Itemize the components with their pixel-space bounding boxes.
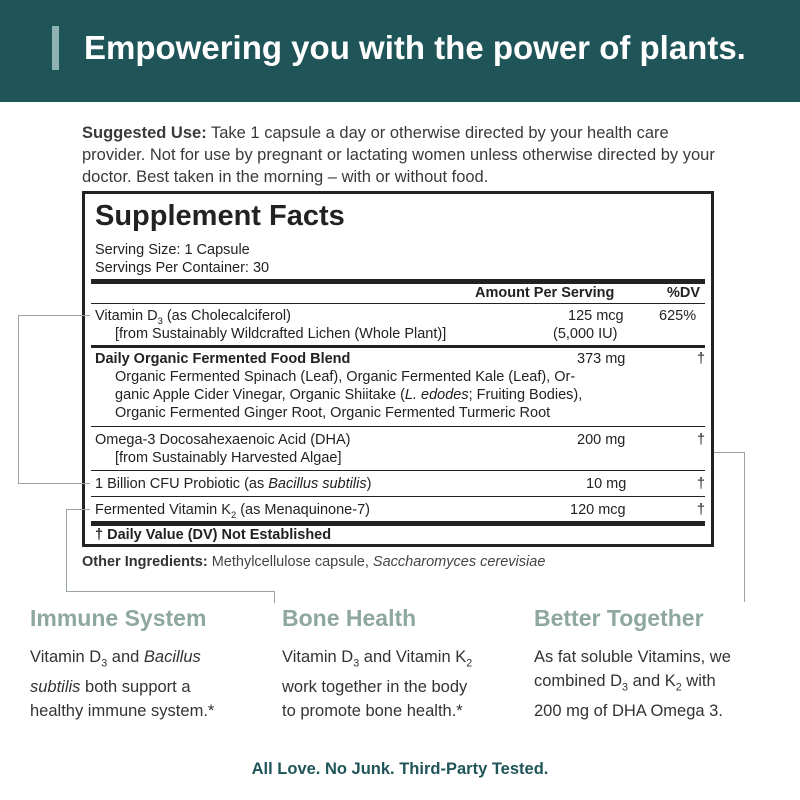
together-t2: combined D: [534, 672, 623, 690]
connector-right-vertical: [744, 452, 745, 602]
bone-t1sub: 3: [353, 657, 360, 670]
bone-t4: to promote bone health.*: [282, 702, 463, 721]
banner-title: Empowering you with the power of plants.: [84, 29, 746, 66]
supplement-facts-panel: [82, 191, 714, 547]
together-t1: As fat soluble Vitamins, we: [534, 648, 731, 666]
header-amount: Amount Per Serving: [475, 285, 615, 301]
vitd-amount-iu: (5,000 IU): [553, 326, 618, 342]
blend-line2: [115, 386, 582, 404]
vitk-dv: †: [697, 502, 706, 518]
probiotic-name-post: ): [366, 476, 372, 492]
vitd-name-post: (as Cholecalciferol): [162, 308, 291, 324]
header-banner: [0, 0, 800, 102]
probiotic-dv: †: [697, 476, 706, 492]
dha-amount: 200 mg: [577, 432, 626, 448]
blend-dv: †: [697, 351, 706, 367]
banner-accent-bar: [52, 26, 59, 70]
facts-title: Supplement Facts: [95, 200, 345, 232]
blend-line2-post: ; Fruiting Bodies),: [468, 387, 583, 403]
suggested-use-text: Take 1 capsule a day or otherwise directed by your health care provider. Not for use by pregnant or lactating women unless otherwise directed by your doctor. Best taken in the morning – with or without food.: [82, 124, 715, 186]
vitd-name-sub: 3: [157, 314, 163, 326]
rule-after-vitd: [91, 345, 705, 348]
col-text-immune: [30, 645, 270, 723]
other-ingredients: [82, 552, 545, 572]
vitk-amount: 120 mcg: [570, 502, 626, 518]
blend-amount: 373 mg: [577, 351, 626, 367]
dha-source: [from Sustainably Harvested Algae]: [115, 450, 342, 466]
connector-left-bottom: [18, 483, 90, 484]
connector-left-vertical: [18, 315, 19, 483]
immune-t2: and: [107, 648, 144, 666]
dha-dv: †: [697, 432, 706, 448]
blend-name: Daily Organic Fermented Food Blend: [95, 351, 351, 367]
connector-right-top: [714, 452, 744, 453]
vitd-amount: 125 mcg: [568, 308, 624, 324]
probiotic-amount: 10 mg: [586, 476, 627, 492]
probiotic-name-italic: Bacillus subtilis: [268, 476, 367, 492]
vitd-dv: 625%: [659, 308, 697, 324]
serving-size: Serving Size: 1 Capsule: [95, 242, 250, 258]
bone-t3: work together in the body: [282, 678, 468, 697]
vitd-name-pre: Vitamin D: [95, 308, 158, 324]
blend-line2-italic: L. edodes: [404, 387, 469, 403]
immune-t3: both support a: [80, 678, 191, 697]
blend-line1: Organic Fermented Spinach (Leaf), Organic Fermented Kale (Leaf), Or-: [115, 369, 576, 385]
together-t4: with: [681, 672, 716, 690]
suggested-use: [82, 122, 732, 188]
connector-middle-vertical: [66, 509, 67, 591]
tagline: All Love. No Junk. Third-Party Tested.: [251, 760, 549, 778]
connector-middle-bottom: [66, 591, 274, 592]
rule-after-probiotic: [91, 496, 705, 497]
together-t2sub: 3: [622, 681, 629, 694]
bone-t2: and Vitamin K: [359, 648, 467, 666]
col-title-immune: Immune System: [30, 605, 207, 631]
bone-t1: Vitamin D: [282, 648, 354, 666]
servings-per-container: Servings Per Container: 30: [95, 260, 270, 276]
rule-after-dha: [91, 470, 705, 471]
connector-middle-top: [66, 509, 90, 510]
probiotic-name: [95, 475, 371, 493]
dv-footnote: † Daily Value (DV) Not Established: [95, 527, 332, 543]
rule-after-blend: [91, 426, 705, 427]
blend-line3: Organic Fermented Ginger Root, Organic Fermented Turmeric Root: [115, 405, 551, 421]
col-text-bone: [282, 645, 522, 723]
dha-name: Omega-3 Docosahexaenoic Acid (DHA): [95, 432, 351, 448]
other-ingredients-text: Methylcellulose capsule,: [207, 554, 373, 570]
immune-t2i: Bacillus: [143, 648, 201, 666]
together-t3sub: 2: [675, 681, 682, 694]
other-ingredients-italic: Saccharomyces cerevisiae: [372, 554, 546, 570]
other-ingredients-label: Other Ingredients:: [82, 554, 208, 570]
immune-t3i: subtilis: [30, 678, 81, 697]
immune-t4: healthy immune system.*: [30, 702, 215, 721]
vitk-name-sub: 2: [230, 508, 237, 520]
rule-header: [91, 303, 705, 304]
vitk-name-pre: Fermented Vitamin K: [95, 502, 231, 518]
connector-middle-drop: [274, 591, 275, 603]
together-t3: and K: [628, 672, 676, 690]
together-t5: 200 mg of DHA Omega 3.: [534, 702, 723, 721]
bone-t2sub: 2: [466, 657, 473, 670]
suggested-use-label: Suggested Use:: [82, 124, 207, 142]
vitk-name-post: (as Menaquinone-7): [236, 502, 370, 518]
immune-t1: Vitamin D: [30, 648, 102, 666]
col-title-together: Better Together: [534, 605, 704, 631]
col-text-together: [534, 645, 784, 723]
col-title-bone: Bone Health: [282, 605, 417, 631]
probiotic-name-pre: 1 Billion CFU Probiotic (as: [95, 476, 269, 492]
header-dv: %DV: [667, 285, 701, 301]
immune-t1sub: 3: [101, 657, 108, 670]
connector-left-top: [18, 315, 90, 316]
blend-line2-pre: ganic Apple Cider Vinegar, Organic Shiitake (: [115, 387, 405, 403]
vitd-source: [from Sustainably Wildcrafted Lichen (Whole Plant)]: [115, 326, 447, 342]
